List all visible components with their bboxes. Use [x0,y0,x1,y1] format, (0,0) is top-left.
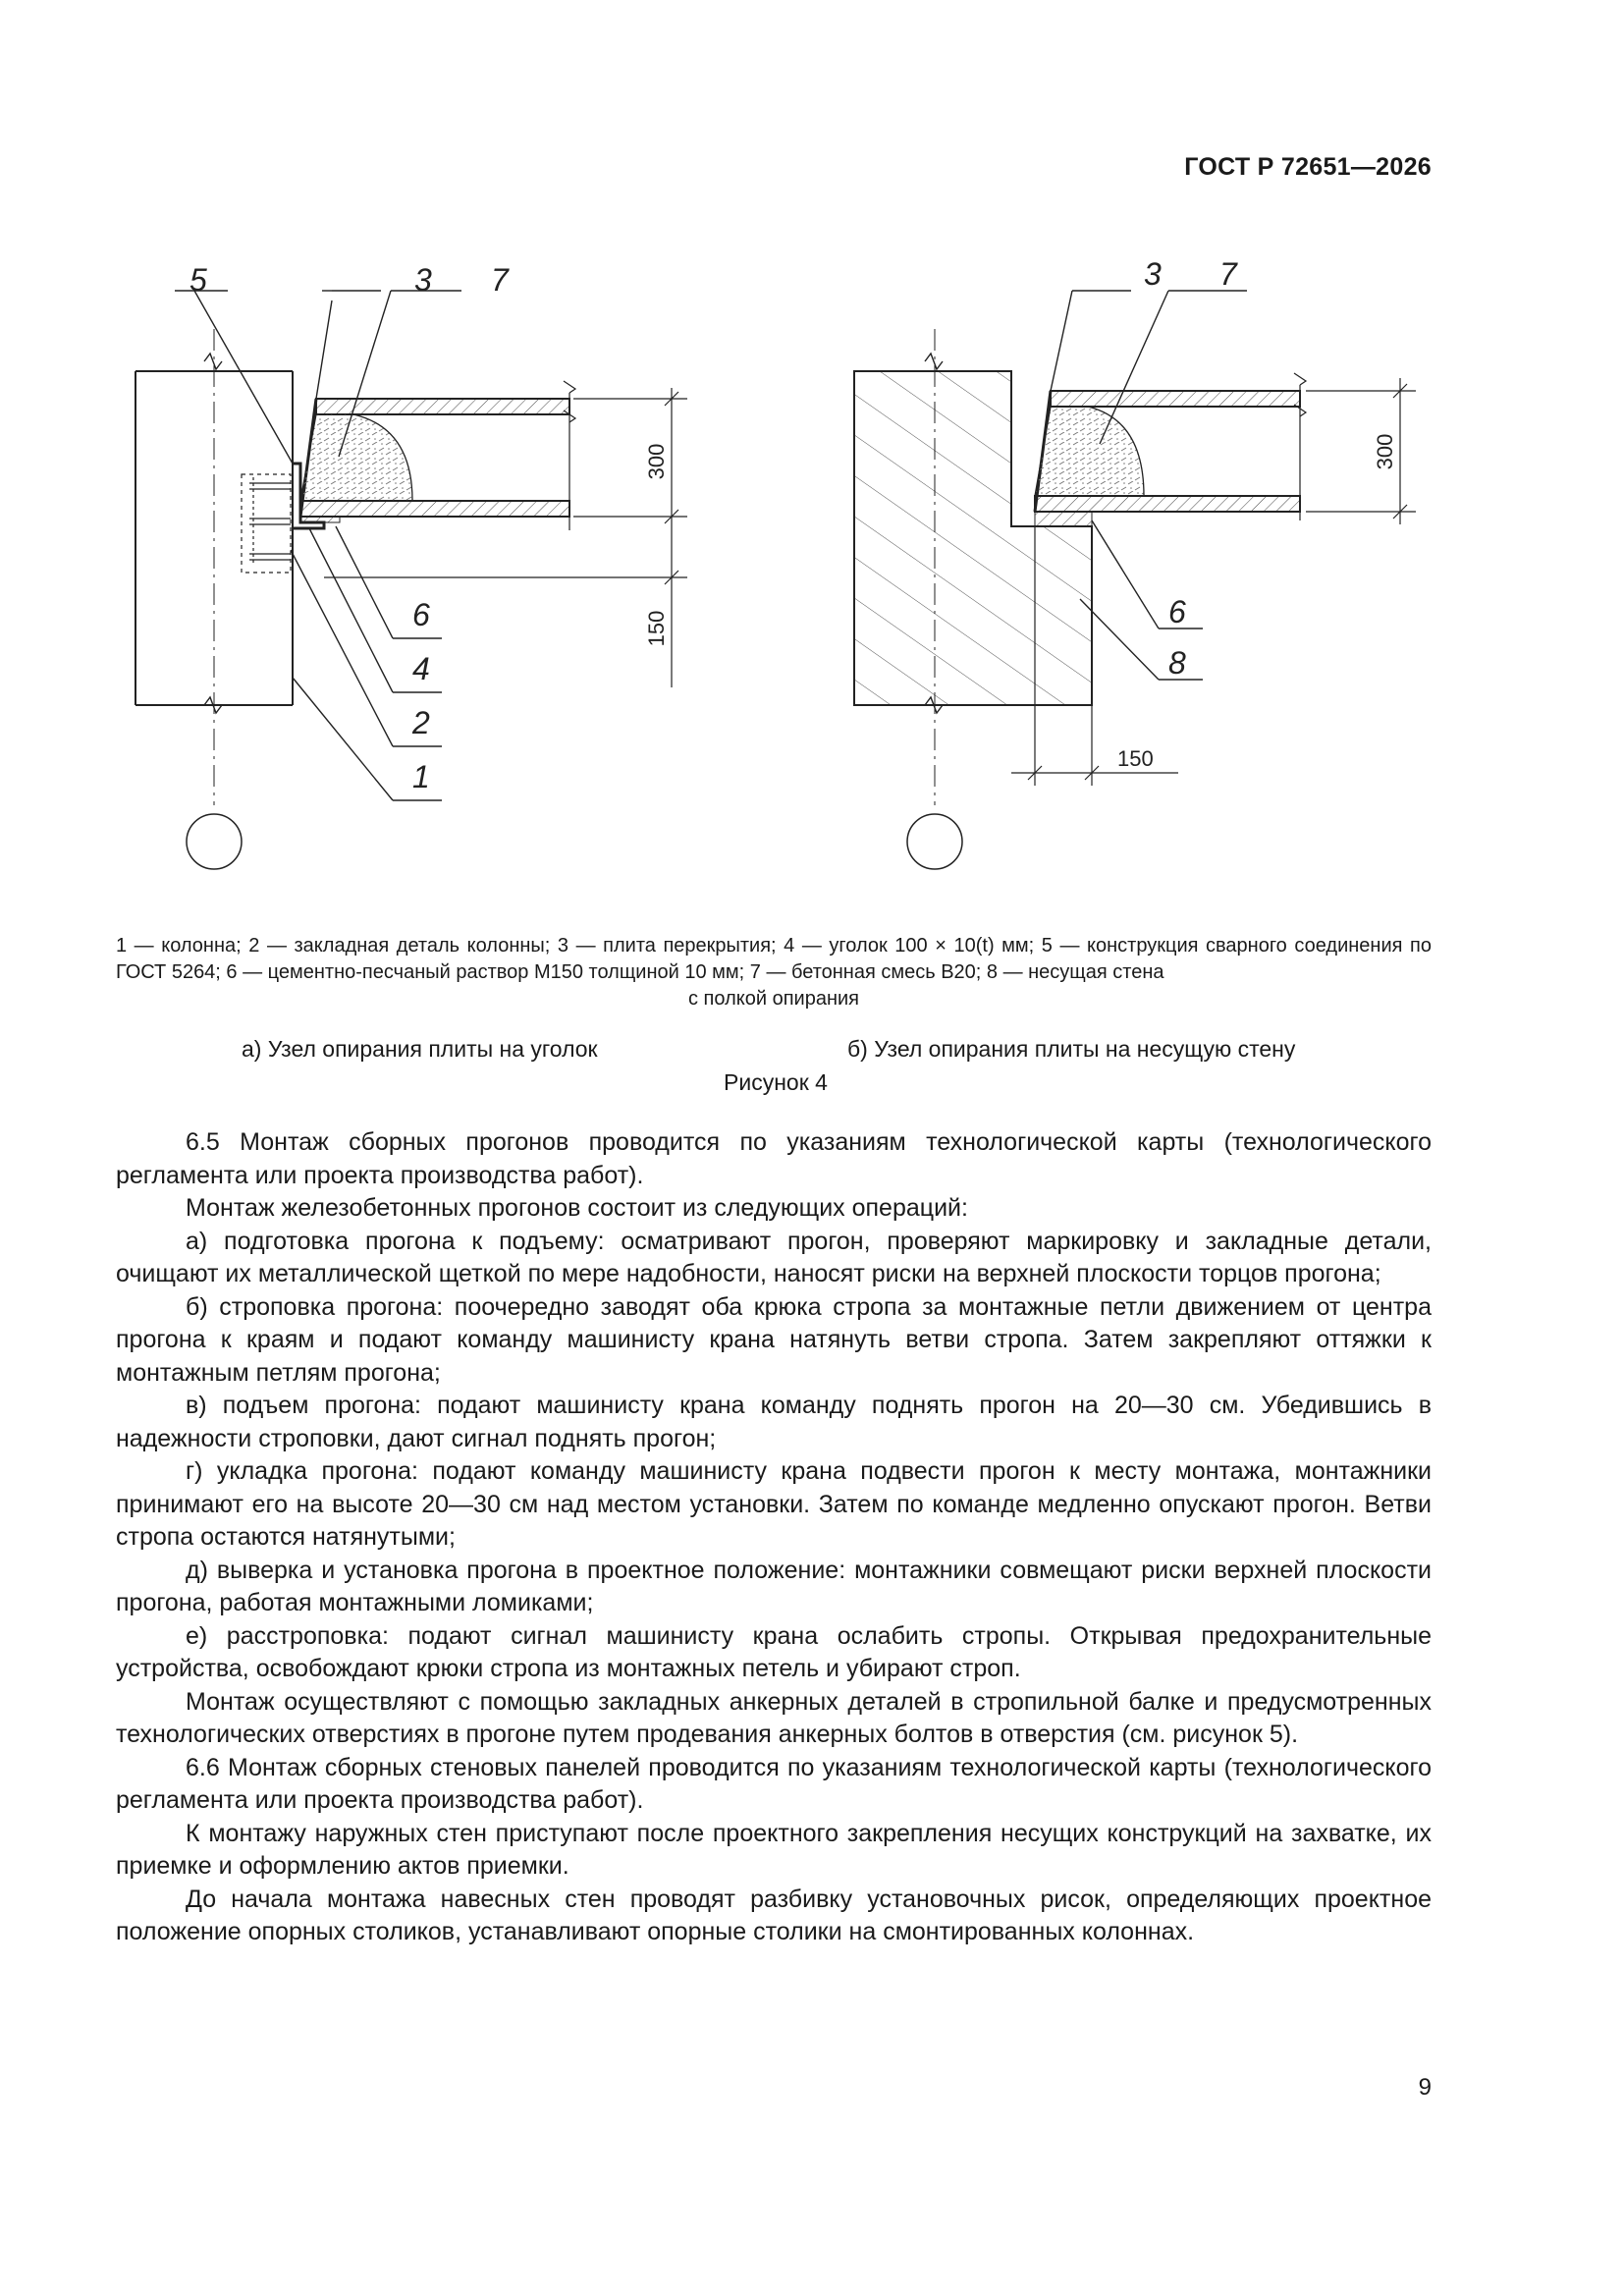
figure-legend [116,933,1432,1012]
paragraph: До начала монтажа навесных стен проводят разбивку установочных рисок, определяющих проектное положение опорных столиков, устанавливают опорные столики на смонтированных колоннах. [116,1885,1432,1945]
label-a-3: 3 [414,262,432,298]
label-a-6: 6 [412,597,430,632]
label-a-4: 4 [412,651,430,686]
page-number: 9 [1418,2074,1432,2101]
paragraph: К монтажу наружных стен приступают после проектного закрепления несущих конструкций на захватке, их приемке и оформлению актов приемки. [116,1819,1432,1880]
label-b-8: 8 [1168,645,1186,681]
label-b-6: 6 [1168,594,1186,629]
subcaption-a: а) Узел опирания плиты на уголок [242,1036,598,1062]
legend-line-2: соединения по ГОСТ 5264; 6 — цементно-песчаный раствор М150 толщиной 10 мм; 7 — бетонная смесь В20; 8 — несущая стена [116,935,1432,983]
label-a-2: 2 [412,705,430,740]
drawing-a-slab-on-angle [135,291,687,869]
label-a-1: 1 [412,759,430,794]
dim-b-300: 300 [1373,433,1397,470]
subcaption-b: б) Узел опирания плиты на несущую стену [847,1036,1296,1062]
list-item-e: е) расстроповка: подают сигнал машинисту крана ослабить стропы. Открывая предохранительные устройства, освобождают крюки стропа из монтажных петель и убирают строп. [116,1621,1432,1682]
figure-title: Рисунок 4 [724,1069,828,1095]
paragraph-6-6: 6.6 Монтаж сборных стеновых панелей проводится по указаниям технологической карты (технологического регламента или проекта производства работ). [116,1753,1432,1814]
dim-b-150: 150 [1117,746,1154,771]
paragraph: Монтаж железобетонных прогонов состоит из следующих операций: [186,1194,968,1222]
paragraph-6-5: 6.5 Монтаж сборных прогонов проводится по указаниям технологической карты (технологического регламента или проекта производства работ). [116,1128,1432,1189]
list-item-v: в) подъем прогона: подают машинисту крана команду поднять прогон на 20—30 см. Убедившись в надежности строповки, дают сигнал поднять прогон; [116,1392,1432,1452]
label-b-7: 7 [1219,256,1237,292]
list-item-d: д) выверка и установка прогона в проектное положение: монтажники совмещают риски верхней плоскости прогона, работая монтажными ломиками; [116,1556,1432,1616]
list-item-a: а) подготовка прогона к подъему: осматривают прогон, проверяют маркировку и закладные детали, очищают их металлической щеткой по мере надобности, наносят риски на верхней плоскости торцов прогона; [116,1227,1432,1287]
label-b-3: 3 [1144,256,1162,292]
body-text [116,1126,1432,1949]
drawing-b-slab-on-wall [854,291,1416,869]
paragraph: Монтаж осуществляют с помощью закладных анкерных деталей в стропильной балке и предусмотренных технологических отверстиях в прогоне путем продевания анкерных болтов в отверстия (см. рисунок 5). [116,1687,1432,1748]
dim-a-150: 150 [644,610,669,647]
legend-line-3: с полкой опирания [688,988,859,1010]
list-item-g: г) укладка прогона: подают команду машинисту крана подвести прогон к месту монтажа, монтажники принимают его на высоте 20—30 см над местом установки. Затем по команде медленно опускают прогон. Ветви стропа остаются натянутыми; [116,1457,1432,1551]
figure-4-drawing [0,246,1623,913]
label-a-7: 7 [491,262,509,298]
standard-header: ГОСТ Р 72651—2026 [1184,153,1432,181]
list-item-b: б) строповка прогона: поочередно заводят оба крюка стропа за монтажные петли движением от центра прогона к краям и подают команду машинисту крана натянуть ветви стропа. Затем закрепляют оттяжки к монтажным петлям прогона; [116,1292,1432,1387]
dim-a-300: 300 [644,443,669,480]
legend-line-1: 1 — колонна; 2 — закладная деталь колонны; 3 — плита перекрытия; 4 — уголок 100 × 10(t) мм; 5 — конструкция сварного [116,935,1287,957]
label-a-5: 5 [189,262,207,298]
